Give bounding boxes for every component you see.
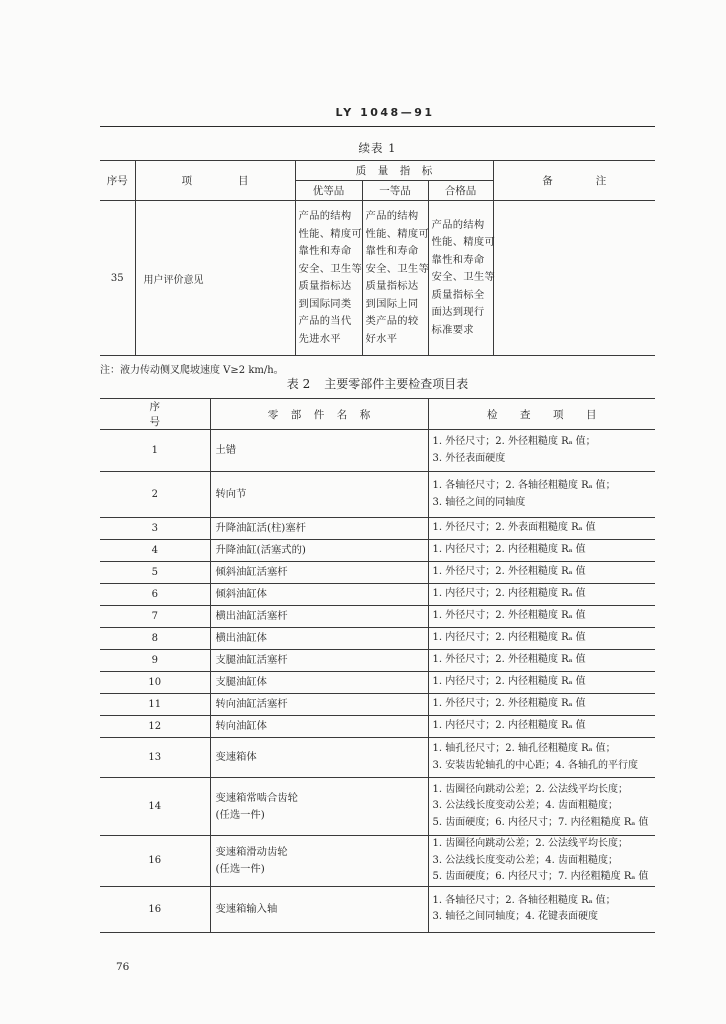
row-number: 16: [100, 836, 210, 887]
quality-text-line: 产品的结构: [298, 210, 352, 222]
row-number: 1: [100, 430, 210, 472]
part-name-cell: [210, 886, 428, 932]
check-items-cell: [428, 650, 655, 672]
check-items-cell: [428, 886, 655, 932]
part-name-line: 升降油缸(活塞式的): [215, 544, 306, 556]
table1: [100, 160, 655, 356]
part-name-cell: [210, 472, 428, 518]
check-items-cell: [428, 606, 655, 628]
check-item-line: 1. 外径尺寸；2. 外径粗糙度 Rₐ 值: [432, 698, 586, 710]
check-item-line: 1. 轴孔径尺寸；2. 轴孔径粗糙度 Rₐ 值；: [432, 743, 616, 754]
quality-text-line: 标准要求: [431, 323, 474, 336]
part-name-cell: [210, 716, 428, 738]
table1-body: [100, 201, 655, 356]
quality-text-line: 产品的结构: [431, 218, 485, 231]
quality-text-line: 性能、精度可: [365, 227, 430, 240]
check-item-line: 3. 公法线长度变动公差；4. 齿面粗糙度；: [432, 800, 618, 812]
part-name-cell: [210, 540, 428, 562]
check-item-line: 5. 齿面硬度；6. 内径尺寸；7. 内径粗糙度 Rₐ 值: [432, 816, 649, 828]
check-item-line: 1. 内径尺寸；2. 内径粗糙度 Rₐ 值: [432, 720, 586, 732]
row-number: 12: [100, 716, 210, 738]
check-item-line: 1. 外径尺寸；2. 外径粗糙度 Rₐ 值: [432, 610, 586, 622]
table2-row: [100, 472, 655, 518]
table1-header-row: [100, 161, 655, 181]
table1-caption: 续表 1: [358, 141, 397, 155]
part-name-cell: [210, 606, 428, 628]
quality-text-line: 性能、精度可: [431, 236, 496, 249]
table2-row: [100, 738, 655, 778]
check-item-line: 5. 齿面硬度；6. 内径尺寸；7. 内径粗糙度 Rₐ 值: [432, 871, 649, 882]
quality-text-line: 质量指标全: [431, 288, 485, 301]
table2: [100, 398, 655, 933]
check-item-line: 1. 外径尺寸；2. 外表面粗糙度 Rₐ 值: [432, 522, 596, 534]
check-items-cell: [428, 540, 655, 562]
part-name-cell: [210, 628, 428, 650]
row-number: 5: [100, 562, 210, 584]
row-number: 6: [100, 584, 210, 606]
quality-text-line: 靠性和寿命: [298, 245, 352, 257]
check-items-cell: [428, 738, 655, 778]
check-item-line: 1. 各轴径尺寸；2. 各轴径粗糙度 Rₐ 值；: [432, 894, 616, 906]
quality-text-line: 安全、卫生等: [298, 262, 363, 275]
check-item-line: 1. 齿圈径向跳动公差；2. 公法线平均长度；: [432, 838, 628, 849]
part-name-line: 变速箱滑动齿轮: [215, 845, 288, 858]
check-item-line: 1. 内径尺寸；2. 内径粗糙度 Rₐ 值: [432, 588, 586, 600]
remarks-cell: [493, 201, 655, 356]
part-name-cell: [210, 738, 428, 778]
check-item-line: 3. 轴径之间同轴度；4. 花键表面硬度: [432, 911, 598, 922]
check-item-line: 3. 安装齿轮轴孔的中心距；4. 各轴孔的平行度: [432, 759, 638, 771]
table2-title-text: 主要零部件主要检查项目表: [324, 377, 469, 391]
table2-row: [100, 562, 655, 584]
header-no: 序号: [100, 161, 135, 201]
part-name-cell: [210, 694, 428, 716]
quality-text-line: 质量指标达: [298, 280, 352, 292]
part-name-line: (任选一件): [215, 862, 265, 875]
part-name-line: 转向油缸活塞杆: [215, 698, 288, 710]
table2-row: [100, 584, 655, 606]
part-name-line: 变速箱常啮合齿轮: [215, 791, 298, 804]
quality-text-line: 到国际同类: [298, 297, 352, 310]
header-no: 序号: [100, 399, 210, 430]
header-item: 项目: [135, 161, 295, 201]
quality-text-line: 产品的当代: [298, 315, 352, 327]
check-item-line: 3. 外径表面硬度: [432, 452, 506, 464]
part-name-cell: [210, 562, 428, 584]
row-number: 11: [100, 694, 210, 716]
check-item-line: 3. 公法线长度变动公差；4. 齿面粗糙度；: [432, 854, 618, 866]
row-number: 3: [100, 518, 210, 540]
quality-text-line: 安全、卫生等: [431, 271, 496, 284]
check-item-line: 1. 齿圈径向跳动公差；2. 公法线平均长度；: [432, 783, 628, 795]
standard-code: LY 1048—91: [335, 106, 435, 119]
header-excellent: 优等品: [295, 181, 362, 201]
table1-row: [100, 201, 655, 356]
part-name-line: (任选一件): [215, 808, 265, 821]
part-name-line: 变速箱体: [215, 751, 257, 763]
header-qualified: 合格品: [428, 181, 493, 201]
part-name-line: 土错: [215, 444, 237, 456]
part-name-cell: [210, 650, 428, 672]
quality-text-line: 面达到现行: [431, 306, 485, 319]
header-part-name: 零部件名称: [210, 399, 428, 430]
check-item-line: 1. 外径尺寸；2. 外径粗糙度 Rₐ 值: [432, 654, 586, 666]
quality-text-line: 好水平: [365, 332, 398, 345]
table2-row: [100, 606, 655, 628]
quality-text-line: 质量指标达: [365, 280, 419, 292]
row-number: 7: [100, 606, 210, 628]
part-name-line: 支腿油缸体: [215, 676, 267, 688]
part-name-line: 倾斜油缸体: [215, 588, 267, 600]
row-number: 10: [100, 672, 210, 694]
part-name-line: 倾斜油缸活塞杆: [215, 566, 288, 578]
table2-row: [100, 694, 655, 716]
part-name-cell: [210, 672, 428, 694]
quality-first-cell: [362, 201, 428, 356]
part-name-line: 转向油缸体: [215, 720, 267, 732]
check-item-line: 1. 外径尺寸；2. 外径粗糙度 Rₐ 值；: [432, 436, 596, 447]
row-number: 14: [100, 778, 210, 836]
table2-body: [100, 430, 655, 933]
check-item-line: 1. 各轴径尺寸；2. 各轴径粗糙度 Rₐ 值；: [432, 480, 616, 491]
item-name: 用户评价意见: [135, 201, 295, 356]
row-number: 4: [100, 540, 210, 562]
check-item-line: 1. 内径尺寸；2. 内径粗糙度 Rₐ 值: [432, 676, 586, 688]
part-name-cell: [210, 430, 428, 472]
page-number: 76: [116, 961, 130, 973]
table2-row: [100, 836, 655, 887]
quality-text-line: 安全、卫生等: [365, 262, 430, 275]
header-remarks: 备注: [493, 161, 655, 201]
table2-row: [100, 628, 655, 650]
check-items-cell: [428, 694, 655, 716]
table2-row: [100, 778, 655, 836]
check-item-line: 3. 轴径之间的同轴度: [432, 496, 526, 508]
table2-title: [100, 375, 655, 392]
part-name-line: 横出油缸体: [215, 632, 267, 644]
row-number: 9: [100, 650, 210, 672]
check-items-cell: [428, 584, 655, 606]
part-name-line: 变速箱输入轴: [215, 902, 278, 915]
quality-text-line: 靠性和寿命: [365, 245, 419, 257]
header-check-items: 检查项目: [428, 399, 655, 430]
quality-text-line: 性能、精度可: [298, 227, 363, 240]
quality-qualified-cell: [428, 201, 496, 356]
header-rule: [100, 126, 655, 127]
check-items-cell: [428, 472, 655, 518]
check-items-cell: [428, 628, 655, 650]
part-name-cell: [210, 836, 428, 887]
header-quality: 质量指标: [295, 161, 493, 181]
table2-row: [100, 518, 655, 540]
table1-note: 注：液力传动侧叉爬坡速度 V≥2 km/h。: [100, 365, 284, 376]
quality-text-line: 靠性和寿命: [431, 253, 485, 266]
quality-text-line: 到国际上同: [365, 297, 419, 310]
quality-text-line: 产品的结构: [365, 210, 419, 222]
part-name-cell: [210, 584, 428, 606]
part-name-line: 支腿油缸活塞杆: [215, 654, 288, 666]
table2-header-row: [100, 399, 655, 430]
check-items-cell: [428, 716, 655, 738]
part-name-line: 转向节: [215, 488, 247, 500]
header-first-class: 一等品: [362, 181, 428, 201]
row-number: 35: [100, 201, 135, 356]
quality-excellent-cell: [295, 201, 362, 356]
table2-row: [100, 650, 655, 672]
row-number: 16: [100, 886, 210, 932]
row-number: 2: [100, 472, 210, 518]
table2-row: [100, 886, 655, 932]
check-item-line: 1. 内径尺寸；2. 内径粗糙度 Rₐ 值: [432, 544, 586, 556]
row-number: 8: [100, 628, 210, 650]
check-items-cell: [428, 562, 655, 584]
table2-row: [100, 540, 655, 562]
part-name-line: 横出油缸活塞杆: [215, 610, 288, 622]
table2-row: [100, 430, 655, 472]
check-items-cell: [428, 672, 655, 694]
check-items-cell: [428, 430, 655, 472]
part-name-cell: [210, 778, 428, 836]
part-name-line: 升降油缸活(柱)塞杆: [215, 522, 306, 534]
table2-label: 表 2: [286, 377, 311, 391]
quality-text-line: 先进水平: [298, 332, 341, 345]
check-items-cell: [428, 518, 655, 540]
row-number: 13: [100, 738, 210, 778]
quality-text-line: 类产品的较: [365, 315, 419, 327]
part-name-cell: [210, 518, 428, 540]
check-item-line: 1. 外径尺寸；2. 外径粗糙度 Rₐ 值: [432, 566, 586, 578]
table2-row: [100, 716, 655, 738]
check-items-cell: [428, 778, 655, 836]
check-items-cell: [428, 836, 655, 887]
check-item-line: 1. 内径尺寸；2. 内径粗糙度 Rₐ 值: [432, 632, 586, 644]
table2-row: [100, 672, 655, 694]
